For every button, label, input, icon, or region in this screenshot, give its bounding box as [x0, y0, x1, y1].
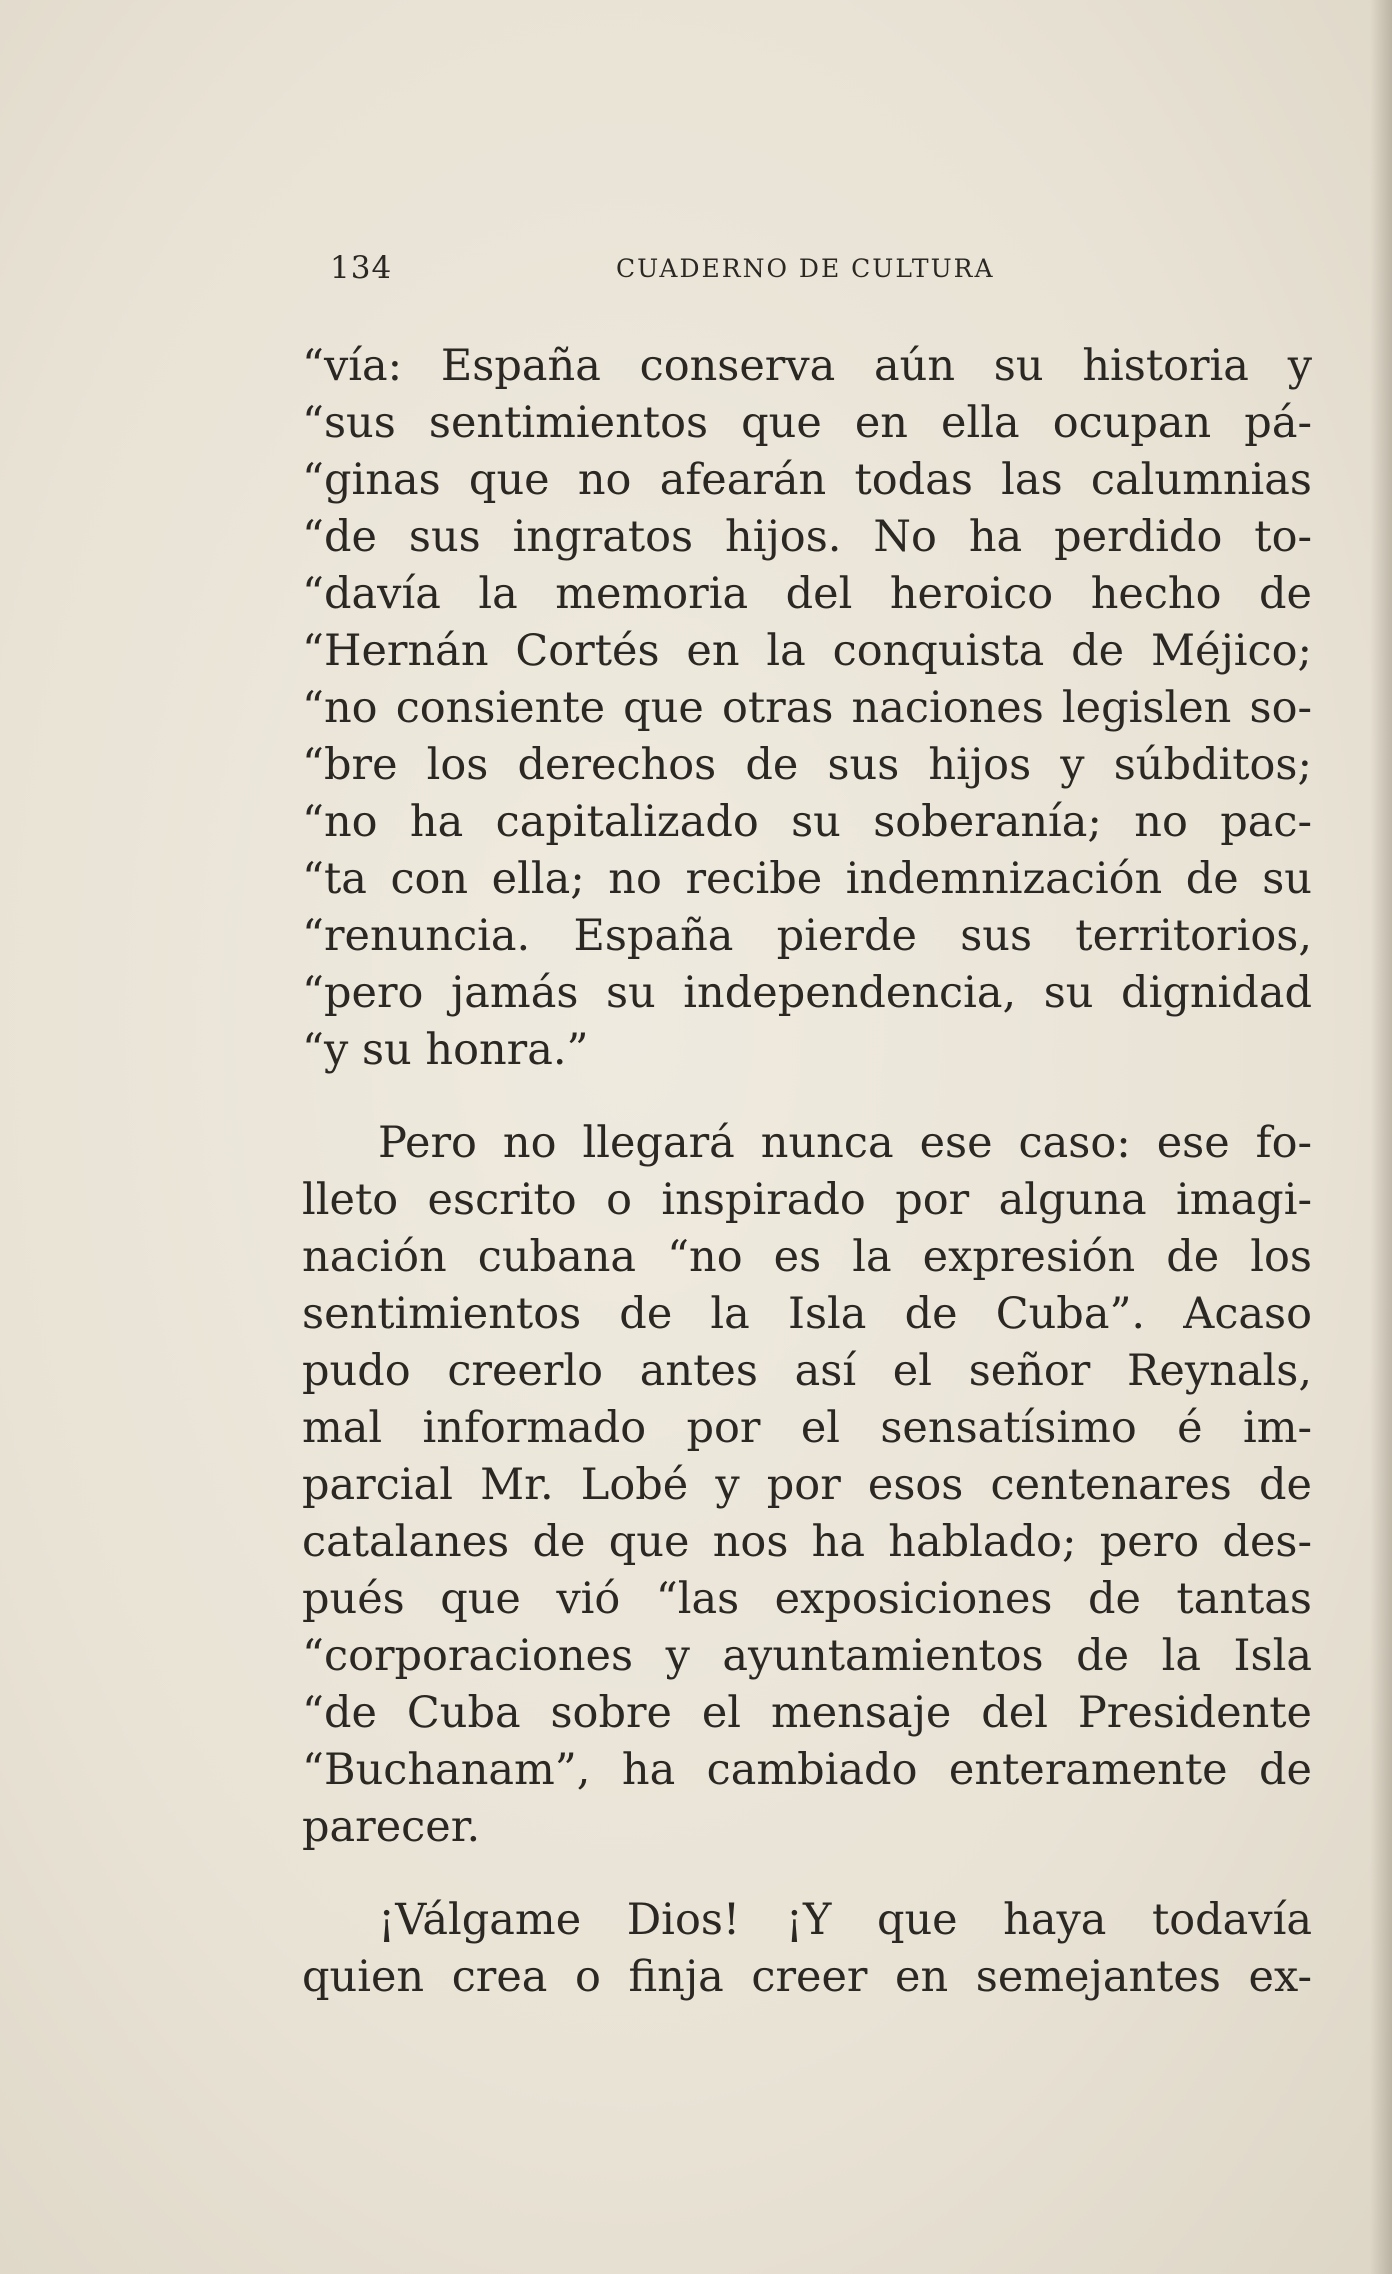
- running-head: CUADERNO DE CULTURA: [616, 254, 995, 283]
- paragraph-quote: [302, 338, 1312, 1079]
- text-line: mal informado por el sensatísimo é im-: [302, 1403, 1312, 1453]
- text-line: “no ha capitalizado su soberanía; no pac-: [302, 797, 1312, 847]
- text-line: lleto escrito o inspirado por alguna imagi-: [302, 1175, 1312, 1225]
- text-line: parcial Mr. Lobé y por esos centenares de: [302, 1460, 1312, 1510]
- text-line: nación cubana “no es la expresión de los: [302, 1232, 1312, 1282]
- text-line: sentimientos de la Isla de Cuba”. Acaso: [302, 1289, 1312, 1339]
- text-line: “de sus ingratos hijos. No ha perdido to-: [302, 512, 1312, 562]
- text-line: parecer.: [302, 1802, 481, 1852]
- page-number: 134: [330, 250, 393, 286]
- paragraph-pero: [302, 1115, 1312, 1856]
- paragraph-spacer: [302, 1856, 1312, 1892]
- body-text: [302, 338, 1312, 2006]
- text-line: “renuncia. España pierde sus territorios,: [302, 911, 1312, 961]
- text-line: pués que vió “las exposiciones de tantas: [302, 1574, 1312, 1624]
- text-line: “ta con ella; no recibe indemnización de su: [302, 854, 1312, 904]
- text-line: “Hernán Cortés en la conquista de Méjico;: [302, 626, 1312, 676]
- text-line: “vía: España conserva aún su historia y: [302, 341, 1312, 391]
- text-line: “sus sentimientos que en ella ocupan pá-: [302, 398, 1312, 448]
- text-line: pudo creerlo antes así el señor Reynals,: [302, 1346, 1312, 1396]
- text-line: “ginas que no afearán todas las calumnias: [302, 455, 1312, 505]
- text-line: “no consiente que otras naciones legislen so-: [302, 683, 1312, 733]
- text-line: ¡Válgame Dios! ¡Y que haya todavía: [378, 1895, 1312, 1945]
- text-line: “davía la memoria del heroico hecho de: [302, 569, 1312, 619]
- text-line: catalanes de que nos ha hablado; pero des-: [302, 1517, 1312, 1567]
- text-line: “Buchanam”, ha cambiado enteramente de: [302, 1745, 1312, 1795]
- paragraph-spacer: [302, 1079, 1312, 1115]
- text-line: “corporaciones y ayuntamientos de la Isla: [302, 1631, 1312, 1681]
- text-line: “pero jamás su independencia, su dignidad: [302, 968, 1312, 1018]
- text-line: Pero no llegará nunca ese caso: ese fo-: [378, 1118, 1312, 1168]
- text-line: quien crea o finja creer en semejantes ex-: [302, 1952, 1312, 2002]
- page-header: [330, 250, 1320, 300]
- paragraph-valgame: [302, 1892, 1312, 2006]
- text-line: “bre los derechos de sus hijos y súbditos;: [302, 740, 1312, 790]
- text-line: “y su honra.”: [302, 1025, 589, 1075]
- page-edge-shadow: [1370, 0, 1392, 2274]
- text-line: “de Cuba sobre el mensaje del Presidente: [302, 1688, 1312, 1738]
